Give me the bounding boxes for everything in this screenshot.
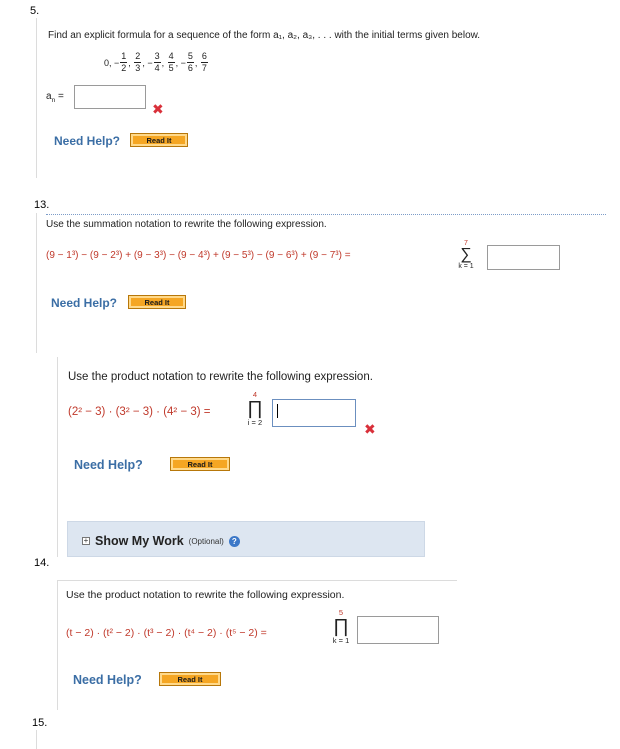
product-upper: 4 (252, 390, 258, 399)
question-divider (57, 580, 58, 710)
fraction-numerator: 4 (168, 51, 174, 61)
sequence-separator: , − (142, 57, 153, 68)
product-symbol (330, 608, 352, 645)
question-prompt: Use the product notation to rewrite the following expression. (68, 371, 373, 383)
summation-expression: (9 − 1³) − (9 − 2³) + (9 − 3³) − (9 − 4³) + (9 − 5³) − (9 − 6³) + (9 − 7³) = (46, 250, 351, 261)
help-question-icon[interactable]: ? (229, 536, 240, 547)
sequence-terms (104, 52, 209, 73)
fraction-denominator: 5 (168, 63, 174, 73)
product-answer-input[interactable] (272, 399, 356, 427)
question-divider (36, 18, 37, 178)
question-number: 14. (34, 557, 50, 569)
dotted-divider (46, 214, 606, 215)
product-expression: (t − 2) · (t² − 2) · (t³ − 2) · (t⁴ − 2) · (t⁵ − 2) = (66, 627, 267, 639)
need-help-label: Need Help? (51, 296, 118, 310)
sigma-icon: ∑ (460, 246, 472, 263)
sequence-fraction (134, 52, 141, 73)
product-expression: (2² − 3) · (3² − 3) · (4² − 3) = (68, 406, 211, 418)
fraction-numerator: 6 (201, 51, 207, 61)
question-number: 5. (30, 5, 40, 17)
sequence-fraction (201, 52, 208, 73)
need-help-label: Need Help? (54, 134, 121, 148)
sequence-fraction (168, 52, 175, 73)
sequence-lead: 0, − (104, 57, 120, 68)
need-help-label: Need Help? (73, 673, 142, 687)
summation-upper: 7 (464, 240, 468, 247)
incorrect-x-icon: ✖ (152, 101, 164, 117)
product-lower: k = 1 (332, 636, 350, 645)
sequence-separator: , (194, 57, 200, 68)
expand-plus-icon[interactable]: + (83, 536, 89, 545)
fraction-denominator: 2 (121, 63, 127, 73)
sequence-fraction (120, 52, 127, 73)
answer-equals: = (57, 91, 64, 102)
summation-answer-input[interactable] (487, 245, 560, 270)
answer-var: a (46, 91, 52, 102)
question-divider (57, 357, 58, 557)
question-prompt: Find an explicit formula for a sequence of the form a₁, a₂, a₃, . . . with the initial terms given below. (48, 30, 481, 41)
fraction-denominator: 4 (154, 63, 160, 73)
sequence-separator: , (161, 57, 167, 68)
fraction-denominator: 6 (187, 63, 193, 73)
sequence-fraction (154, 52, 161, 73)
fraction-numerator: 5 (187, 51, 193, 61)
need-help-label: Need Help? (74, 458, 143, 472)
text-caret (277, 404, 278, 418)
fraction-denominator: 7 (201, 63, 207, 73)
question-number: 13. (34, 199, 50, 211)
question-divider (36, 213, 37, 353)
product-symbol (243, 390, 267, 427)
summation-lower: k = 1 (458, 263, 474, 270)
answer-label (46, 91, 64, 104)
fraction-numerator: 3 (154, 51, 160, 61)
product-lower: i = 2 (247, 418, 263, 427)
read-it-button[interactable]: Read It (159, 672, 221, 686)
read-it-button[interactable]: Read It (130, 133, 188, 147)
read-it-button[interactable]: Read It (170, 457, 230, 471)
pi-icon: ∏ (333, 616, 349, 637)
question-number: 15. (32, 717, 48, 729)
optional-label: (Optional) (188, 536, 224, 546)
product-answer-input[interactable] (357, 616, 439, 644)
read-it-button[interactable]: Read It (128, 295, 186, 309)
section-divider (57, 580, 457, 581)
sequence-separator: , − (175, 57, 186, 68)
fraction-numerator: 1 (121, 51, 127, 61)
question-prompt: Use the summation notation to rewrite the following expression. (46, 219, 327, 230)
fraction-denominator: 3 (135, 63, 141, 73)
question-prompt: Use the product notation to rewrite the following expression. (66, 589, 345, 601)
summation-symbol (455, 240, 477, 270)
product-upper: 5 (338, 608, 344, 617)
incorrect-x-icon: ✖ (364, 421, 376, 437)
sequence-fraction (187, 52, 194, 73)
answer-subscript: n (51, 97, 56, 104)
show-my-work-label[interactable]: Show My Work (95, 534, 184, 548)
show-my-work-panel[interactable] (67, 521, 425, 557)
pi-icon: ∏ (247, 398, 263, 419)
fraction-numerator: 2 (135, 51, 141, 61)
question-divider (36, 730, 37, 749)
sequence-separator: , (128, 57, 134, 68)
formula-answer-input[interactable] (74, 85, 146, 109)
